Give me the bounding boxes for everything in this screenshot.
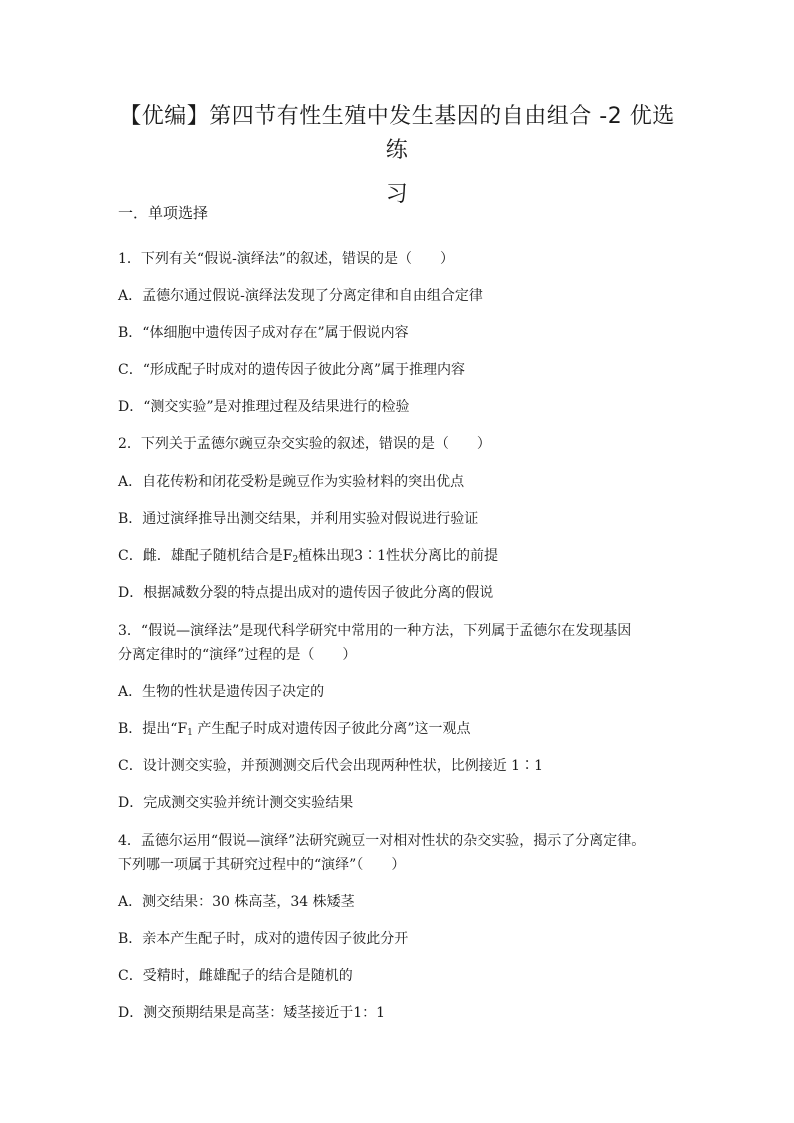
question-2-stem: 2．下列关于孟德尔豌豆杂交实验的叙述，错误的是（ ） (118, 436, 491, 452)
question-4-option-b: B．亲本产生配子时，成对的遗传因子彼此分开 (118, 931, 409, 947)
question-3-stem-line-2: 分离定律时的“演绎”过程的是（ ） (118, 647, 357, 663)
question-1-stem: 1．下列有关“假说-演绎法”的叙述，错误的是（ ） (118, 251, 454, 267)
question-4-stem-line-2: 下列哪一项属于其研究过程中的“演绎”（ ） (118, 857, 406, 873)
section-heading: 一．单项选择 (118, 204, 209, 222)
question-4-option-c: C．受精时，雌雄配子的结合是随机的 (118, 968, 353, 984)
question-3-option-c: C．设计测交实验，并预测测交后代会出现两种性状，比例接近 1∶1 (118, 758, 543, 774)
question-1-option-a: A．孟德尔通过假说-演绎法发现了分离定律和自由组合定律 (118, 288, 483, 304)
question-2-option-b: B．通过演绎推导出测交结果，并利用实验对假说进行验证 (118, 511, 479, 527)
question-2-option-a: A．自花传粉和闭花受粉是豌豆作为实验材料的突出优点 (118, 474, 465, 490)
question-3-option-a: A．生物的性状是遗传因子决定的 (118, 684, 325, 700)
question-1-option-c: C．“形成配子时成对的遗传因子彼此分离”属于推理内容 (118, 362, 466, 378)
title-line-1: 【优编】第四节有性生殖中发生基因的自由组合 -2 优选练 (119, 104, 675, 163)
question-2-option-c-text: C．雌．雄配子随机结合是F (118, 548, 293, 564)
question-2-option-c-subscript: 2 (292, 555, 299, 565)
question-3-option-d: D．完成测交实验并统计测交实验结果 (118, 795, 354, 811)
question-3-option-b-text-end: 产生配子时成对遗传因子彼此分离”这一观点 (192, 721, 471, 737)
question-4-stem-line-1: 4．孟德尔运用“假说—演绎”法研究豌豆一对相对性状的杂交实验，揭示了分离定律。 (118, 833, 646, 849)
question-1-option-d: D．“测交实验”是对推理过程及结果进行的检验 (118, 399, 410, 415)
question-3-option-b-subscript: 1 (187, 728, 193, 738)
question-2-option-d: D．根据减数分裂的特点提出成对的遗传因子彼此分离的假说 (118, 585, 494, 601)
document-title (118, 100, 676, 212)
title-line-2: 习 (385, 182, 409, 207)
question-3-stem-line-1: 3．“假说—演绎法”是现代科学研究中常用的一种方法，下列属于孟德尔在发现基因 (118, 623, 632, 639)
question-3-option-b (118, 719, 471, 743)
question-3-option-b-text: B．提出“F (118, 721, 188, 737)
question-4-option-d: D．测交预期结果是高茎：矮茎接近于1：1 (118, 1005, 386, 1021)
question-4-option-a: A．测交结果：30 株高茎，34 株矮茎 (118, 894, 355, 910)
question-2-option-c-text-end: 植株出现3∶1性状分离比的前提 (298, 548, 498, 564)
question-1-option-b: B．“体细胞中遗传因子成对存在”属于假说内容 (118, 325, 409, 341)
question-2-option-c (118, 546, 498, 570)
